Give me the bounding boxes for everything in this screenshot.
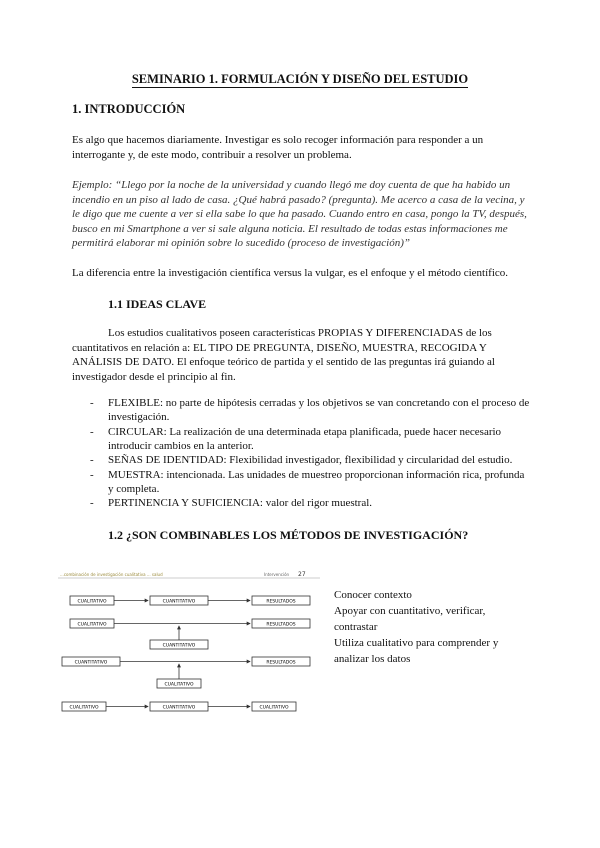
diagram-side-notes: [334, 587, 534, 667]
side-note-line: analizar los datos: [334, 653, 411, 665]
section-heading-combinables: 1.2 ¿SON COMBINABLES LOS MÉTODOS DE INVESTIGACIÓN?: [108, 528, 469, 542]
side-note-line: contrastar: [334, 621, 378, 633]
diagram-box-cualitativo: CUALITATIVO: [77, 599, 107, 605]
document-title: SEMINARIO 1. FORMULACIÓN Y DISEÑO DEL ESTUDIO: [131, 72, 469, 86]
list-item: - FLEXIBLE: no parte de hipótesis cerradas y los objetivos se van concretando con el proceso de investigación.: [90, 397, 530, 423]
list-item: - CIRCULAR: La realización de una determinada etapa planificada, puede hacer necesario introducir cambios en la anterior.: [90, 425, 502, 452]
diagram-box-cualitativo: CUALITATIVO: [259, 705, 289, 711]
diagram-box-cuantitativo: CUANTITATIVO: [162, 643, 196, 649]
side-note-line: Apoyar con cuantitativo, verificar,: [334, 605, 486, 617]
diagram-box-resultados: RESULTADOS: [266, 622, 296, 628]
section-heading-introduccion: 1. INTRODUCCIÓN: [72, 102, 186, 116]
intro-paragraph: Es algo que hacemos diariamente. Investigar es solo recoger información para responder a un interrogante y, de este modo, contribuir a resolver un problema.: [72, 134, 484, 161]
difference-paragraph: La diferencia entre la investigación científica versus la vulgar, es el enfoque y el método científico.: [72, 267, 509, 279]
example-paragraph: Ejemplo: “Llego por la noche de la universidad y cuando llegó me doy cuenta de que ha habido un incendio en un piso al lado de casa. ¿Qué habrá pasado? (pregunta). Me acerco a casa de la vecina, y le digo que me cuente a ver si ella sabe lo que ha pasado. Cuando entro en casa, pongo la TV, después, busco en mi Smartphone a ver si sale alguna noticia. El resultado de todas estas informaciones me permitirá elaborar mi opinión sobre lo sucedido (proceso de investigación)”: [72, 179, 527, 249]
figure-header-left: ...combinación de investigación cualitativa ... salud: [60, 572, 163, 577]
side-note-line: Conocer contexto: [334, 589, 412, 601]
diagram-box-cualitativo: CUALITATIVO: [69, 705, 99, 711]
figure-page-number: 27: [298, 571, 306, 578]
section-heading-ideas-clave: 1.1 IDEAS CLAVE: [108, 297, 207, 311]
diagram-box-cualitativo: CUALITATIVO: [164, 682, 194, 688]
list-item: - SEÑAS DE IDENTIDAD: Flexibilidad investigador, flexibilidad y circularidad del estudio.: [90, 454, 513, 466]
side-note-line: Utiliza cualitativo para comprender y: [334, 637, 499, 649]
key-ideas-paragraph: Los estudios cualitativos poseen características PROPIAS Y DIFERENCIADAS de los cuantitativos en relación a: EL TIPO DE PREGUNTA, DISEÑO, MUESTRA, RECOGIDA Y ANÁLISIS DE DATO. El enfoque teórico de partida y el sentido de las preguntas irá guiando al investigador desde el principio al fin.: [72, 327, 495, 383]
diagram-box-cualitativo: CUALITATIVO: [77, 622, 107, 628]
list-item: - MUESTRA: intencionada. Las unidades de muestreo proporcionan información rica, profunda y completa.: [90, 468, 525, 495]
key-ideas-list: [72, 396, 530, 511]
diagram-box-cuantitativo: CUANTITATIVO: [74, 660, 108, 666]
diagram-box-resultados: RESULTADOS: [266, 599, 296, 605]
diagram-box-cuantitativo: CUANTITATIVO: [162, 599, 196, 605]
diagram-box-resultados: RESULTADOS: [266, 660, 296, 666]
diagram-box-cuantitativo: CUANTITATIVO: [162, 705, 196, 711]
methods-combination-diagram: [58, 570, 320, 718]
figure-header-right: Intervención: [264, 572, 290, 577]
list-item: - PERTINENCIA Y SUFICIENCIA: valor del rigor muestral.: [90, 497, 373, 509]
